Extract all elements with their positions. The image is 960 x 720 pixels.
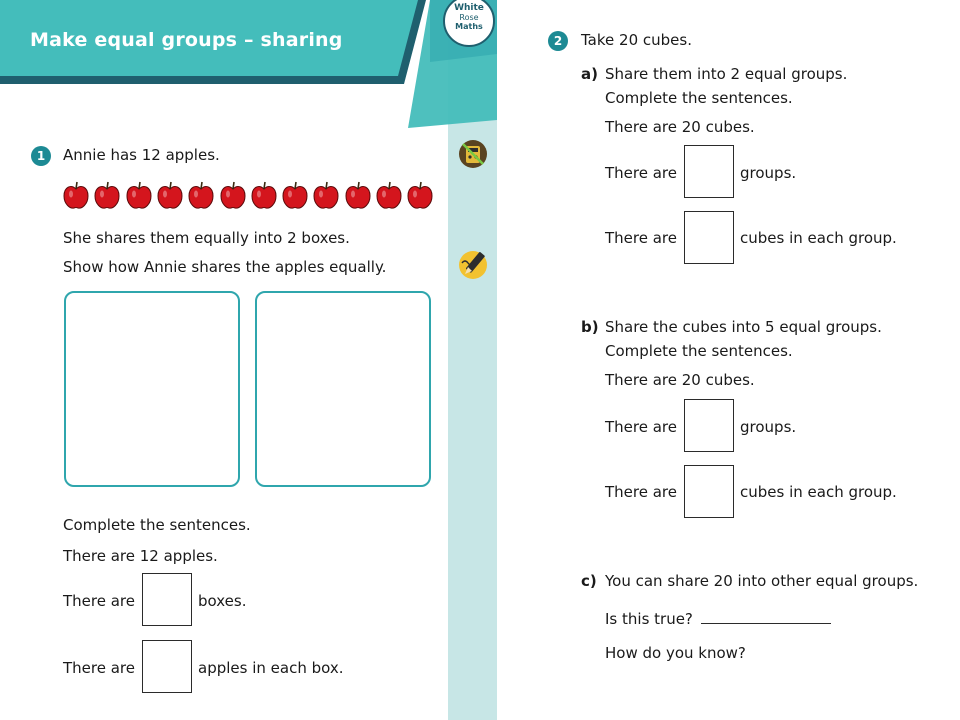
apple-icon xyxy=(313,180,339,214)
logo-line-3: Maths xyxy=(455,22,483,31)
q2b-line1: Share the cubes into 5 equal groups. xyxy=(605,318,882,336)
q2c-line1: You can share 20 into other equal groups. xyxy=(605,572,919,590)
q1-sentence-1: There are 12 apples. xyxy=(63,547,218,565)
apple-icon xyxy=(188,180,214,214)
q2-intro: Take 20 cubes. xyxy=(581,31,692,49)
q1-line2: Show how Annie shares the apples equally. xyxy=(63,258,387,276)
q1-answer-box-apples[interactable] xyxy=(142,640,192,693)
q2c-label: c) xyxy=(581,572,597,590)
q2a-line1: Share them into 2 equal groups. xyxy=(605,65,848,83)
q1-complete: Complete the sentences. xyxy=(63,516,251,534)
q1-answer-box-boxes[interactable] xyxy=(142,573,192,626)
apple-icon xyxy=(220,180,246,214)
q2b-sentence-3-post: cubes in each group. xyxy=(740,483,897,501)
q2b-sentence-2-post: groups. xyxy=(740,418,797,436)
apple-icon xyxy=(94,180,120,214)
apple-row xyxy=(63,180,443,210)
apple-icon xyxy=(126,180,152,214)
q2a-sentence-1: There are 20 cubes. xyxy=(605,118,755,136)
q2a-sentence-3-pre: There are xyxy=(605,229,677,247)
q1-sentence-3-pre: There are xyxy=(63,659,135,677)
apple-icon xyxy=(345,180,371,214)
pencil-icon xyxy=(457,247,491,285)
q2b-line2: Complete the sentences. xyxy=(605,342,793,360)
q2b-sentence-1: There are 20 cubes. xyxy=(605,371,755,389)
apple-icon xyxy=(407,180,433,214)
apple-icon xyxy=(376,180,402,214)
share-box-1[interactable] xyxy=(64,291,240,487)
apple-icon xyxy=(251,180,277,214)
q2a-answer-box-groups[interactable] xyxy=(684,145,734,198)
q1-sentence-2-post: boxes. xyxy=(198,592,247,610)
apple-icon xyxy=(157,180,183,214)
q2a-sentence-2-post: groups. xyxy=(740,164,797,182)
q2b-answer-box-groups[interactable] xyxy=(684,399,734,452)
q2c-line3: How do you know? xyxy=(605,644,746,662)
logo-line-2: Rose xyxy=(459,13,479,22)
apple-icon xyxy=(63,180,89,214)
logo-line-1: White xyxy=(454,3,484,13)
q1-sentence-2-pre: There are xyxy=(63,592,135,610)
page-title: Make equal groups – sharing xyxy=(30,29,343,51)
q2a-answer-box-cubes[interactable] xyxy=(684,211,734,264)
q1-intro: Annie has 12 apples. xyxy=(63,146,220,164)
q2a-line2: Complete the sentences. xyxy=(605,89,793,107)
share-box-2[interactable] xyxy=(255,291,431,487)
q1-sentence-3-post: apples in each box. xyxy=(198,659,344,677)
apple-icon xyxy=(282,180,308,214)
header-banner xyxy=(0,0,500,132)
question-2-number: 2 xyxy=(548,31,568,51)
q2a-sentence-2-pre: There are xyxy=(605,164,677,182)
q2c-answer-line[interactable] xyxy=(701,623,831,624)
question-1-number: 1 xyxy=(31,146,51,166)
q2a-label: a) xyxy=(581,65,598,83)
q2b-sentence-2-pre: There are xyxy=(605,418,677,436)
q2c-line2: Is this true? xyxy=(605,610,693,628)
q2b-sentence-3-pre: There are xyxy=(605,483,677,501)
q2b-label: b) xyxy=(581,318,599,336)
q2a-sentence-3-post: cubes in each group. xyxy=(740,229,897,247)
q2b-answer-box-cubes[interactable] xyxy=(684,465,734,518)
calculator-icon xyxy=(457,138,489,174)
q1-line1: She shares them equally into 2 boxes. xyxy=(63,229,350,247)
